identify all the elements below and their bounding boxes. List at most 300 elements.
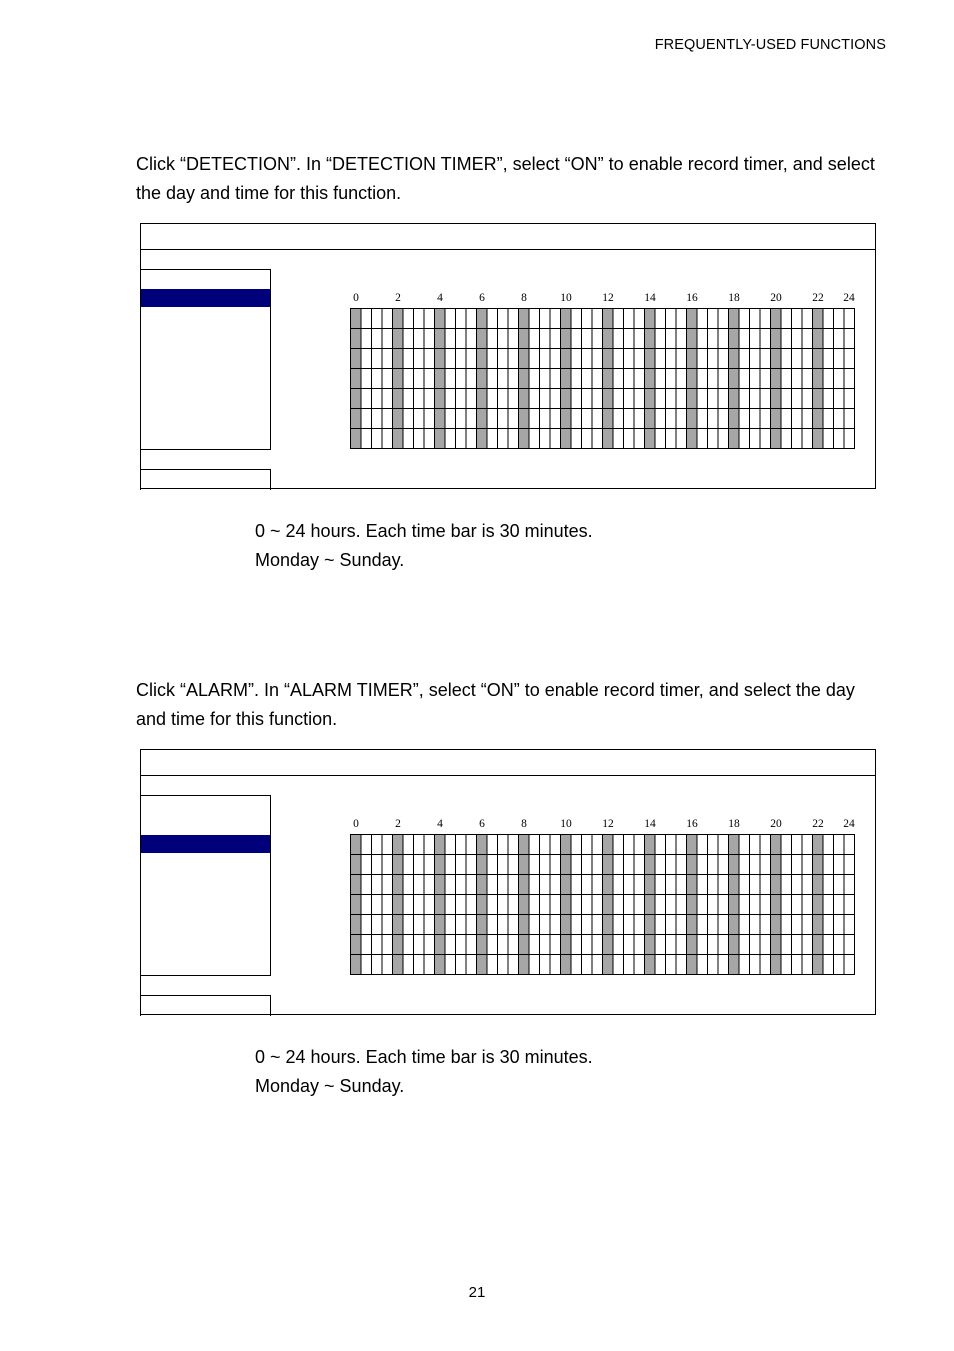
time-slot[interactable] [708,855,719,875]
time-slot[interactable] [487,955,498,975]
time-slot[interactable] [634,855,645,875]
time-slot[interactable] [592,895,603,915]
time-slot[interactable] [676,309,687,329]
time-slot[interactable] [561,389,572,409]
time-slot[interactable] [550,955,561,975]
time-slot[interactable] [351,875,362,895]
time-slot[interactable] [582,835,593,855]
time-slot[interactable] [540,329,551,349]
time-slot[interactable] [792,349,803,369]
time-slot[interactable] [529,389,540,409]
time-slot[interactable] [445,389,456,409]
time-slot[interactable] [739,409,750,429]
time-slot[interactable] [771,875,782,895]
time-slot[interactable] [781,389,792,409]
time-slot[interactable] [414,309,425,329]
time-slot[interactable] [760,895,771,915]
time-slot[interactable] [445,835,456,855]
time-slot[interactable] [729,369,740,389]
time-slot[interactable] [634,835,645,855]
time-slot[interactable] [456,409,467,429]
time-slot[interactable] [351,309,362,329]
time-slot[interactable] [466,875,477,895]
time-slot[interactable] [645,855,656,875]
time-slot[interactable] [456,389,467,409]
time-slot[interactable] [477,935,488,955]
time-slot[interactable] [613,935,624,955]
time-slot[interactable] [760,309,771,329]
time-slot[interactable] [624,309,635,329]
time-slot[interactable] [508,309,519,329]
time-slot[interactable] [697,875,708,895]
time-slot[interactable] [487,369,498,389]
time-slot[interactable] [487,429,498,449]
time-slot[interactable] [771,935,782,955]
time-slot[interactable] [361,955,372,975]
time-slot[interactable] [372,309,383,329]
time-slot[interactable] [361,369,372,389]
time-slot[interactable] [550,915,561,935]
time-slot[interactable] [445,855,456,875]
time-slot[interactable] [750,935,761,955]
time-slot[interactable] [372,895,383,915]
time-slot[interactable] [697,409,708,429]
time-slot[interactable] [424,329,435,349]
time-slot[interactable] [477,389,488,409]
time-slot[interactable] [729,935,740,955]
time-slot[interactable] [550,429,561,449]
time-slot[interactable] [708,429,719,449]
time-slot[interactable] [435,429,446,449]
time-slot[interactable] [445,915,456,935]
time-slot[interactable] [466,915,477,935]
time-slot[interactable] [519,389,530,409]
time-slot[interactable] [435,875,446,895]
time-slot[interactable] [382,429,393,449]
time-slot[interactable] [487,895,498,915]
time-slot[interactable] [760,955,771,975]
time-slot[interactable] [508,875,519,895]
time-slot[interactable] [823,429,834,449]
time-slot[interactable] [634,349,645,369]
time-slot[interactable] [760,855,771,875]
time-slot[interactable] [424,955,435,975]
time-slot[interactable] [655,935,666,955]
time-slot[interactable] [540,835,551,855]
time-slot[interactable] [844,329,855,349]
time-slot[interactable] [676,955,687,975]
time-slot[interactable] [466,329,477,349]
time-slot[interactable] [477,835,488,855]
time-slot[interactable] [540,915,551,935]
time-slot[interactable] [603,895,614,915]
time-slot[interactable] [361,389,372,409]
time-slot[interactable] [792,915,803,935]
time-slot[interactable] [676,349,687,369]
time-slot[interactable] [813,955,824,975]
time-slot[interactable] [393,429,404,449]
time-slot[interactable] [771,349,782,369]
time-slot[interactable] [372,349,383,369]
time-slot[interactable] [603,409,614,429]
time-slot[interactable] [424,915,435,935]
time-slot[interactable] [834,369,845,389]
time-slot[interactable] [676,855,687,875]
time-slot[interactable] [844,409,855,429]
time-slot[interactable] [613,409,624,429]
time-slot[interactable] [729,955,740,975]
time-slot[interactable] [456,309,467,329]
time-slot[interactable] [834,895,845,915]
time-slot[interactable] [813,389,824,409]
time-slot[interactable] [739,895,750,915]
time-slot[interactable] [445,329,456,349]
time-slot[interactable] [750,955,761,975]
time-slot[interactable] [718,915,729,935]
time-slot[interactable] [687,329,698,349]
time-slot[interactable] [655,915,666,935]
time-slot[interactable] [802,429,813,449]
time-slot[interactable] [603,835,614,855]
time-slot[interactable] [477,349,488,369]
time-slot[interactable] [645,895,656,915]
time-slot[interactable] [424,835,435,855]
time-slot[interactable] [750,915,761,935]
time-slot[interactable] [603,329,614,349]
time-slot[interactable] [823,835,834,855]
time-slot[interactable] [687,955,698,975]
time-slot[interactable] [487,855,498,875]
time-slot[interactable] [361,875,372,895]
time-slot[interactable] [508,429,519,449]
time-slot[interactable] [750,389,761,409]
time-slot[interactable] [529,915,540,935]
time-slot[interactable] [750,349,761,369]
time-slot[interactable] [487,389,498,409]
time-slot[interactable] [655,955,666,975]
time-slot[interactable] [645,875,656,895]
time-slot[interactable] [718,369,729,389]
time-slot[interactable] [477,309,488,329]
time-slot[interactable] [760,915,771,935]
time-slot[interactable] [687,349,698,369]
time-slot[interactable] [645,329,656,349]
time-slot[interactable] [739,935,750,955]
time-slot[interactable] [550,309,561,329]
time-slot[interactable] [823,349,834,369]
time-slot[interactable] [424,429,435,449]
time-slot[interactable] [571,935,582,955]
time-slot[interactable] [582,915,593,935]
time-slot[interactable] [393,895,404,915]
time-slot[interactable] [676,875,687,895]
time-slot[interactable] [802,915,813,935]
time-slot[interactable] [834,935,845,955]
time-slot[interactable] [414,835,425,855]
time-slot[interactable] [823,329,834,349]
time-slot[interactable] [760,369,771,389]
time-slot[interactable] [645,389,656,409]
time-slot[interactable] [498,369,509,389]
time-slot[interactable] [813,429,824,449]
time-slot[interactable] [666,329,677,349]
time-slot[interactable] [382,409,393,429]
time-slot[interactable] [456,369,467,389]
time-slot[interactable] [687,309,698,329]
time-slot[interactable] [666,309,677,329]
time-slot[interactable] [498,835,509,855]
time-slot[interactable] [529,329,540,349]
time-slot[interactable] [697,349,708,369]
timer-grid[interactable] [350,308,858,450]
time-slot[interactable] [414,855,425,875]
time-slot[interactable] [708,935,719,955]
time-slot[interactable] [529,935,540,955]
time-slot[interactable] [781,935,792,955]
time-slot[interactable] [487,875,498,895]
time-slot[interactable] [477,955,488,975]
time-slot[interactable] [676,409,687,429]
time-slot[interactable] [351,369,362,389]
time-slot[interactable] [582,309,593,329]
time-slot[interactable] [613,429,624,449]
time-slot[interactable] [792,329,803,349]
time-slot[interactable] [739,875,750,895]
time-slot[interactable] [529,895,540,915]
time-slot[interactable] [739,329,750,349]
time-slot[interactable] [781,329,792,349]
time-slot[interactable] [508,369,519,389]
time-slot[interactable] [435,369,446,389]
time-slot[interactable] [603,309,614,329]
time-slot[interactable] [813,329,824,349]
time-slot[interactable] [508,389,519,409]
time-slot[interactable] [844,349,855,369]
time-slot[interactable] [435,329,446,349]
time-slot[interactable] [624,895,635,915]
time-slot[interactable] [645,369,656,389]
time-slot[interactable] [708,835,719,855]
time-slot[interactable] [393,955,404,975]
time-slot[interactable] [456,935,467,955]
time-slot[interactable] [823,915,834,935]
time-slot[interactable] [424,349,435,369]
time-slot[interactable] [393,915,404,935]
time-slot[interactable] [487,915,498,935]
time-slot[interactable] [435,389,446,409]
time-slot[interactable] [666,935,677,955]
time-slot[interactable] [802,389,813,409]
time-slot[interactable] [592,309,603,329]
time-slot[interactable] [414,409,425,429]
time-slot[interactable] [561,935,572,955]
time-slot[interactable] [382,915,393,935]
time-slot[interactable] [561,875,572,895]
time-slot[interactable] [393,935,404,955]
time-slot[interactable] [351,895,362,915]
time-slot[interactable] [802,855,813,875]
time-slot[interactable] [792,875,803,895]
time-slot[interactable] [498,915,509,935]
time-slot[interactable] [792,935,803,955]
time-slot[interactable] [834,835,845,855]
time-slot[interactable] [414,429,425,449]
time-slot[interactable] [529,309,540,329]
time-slot[interactable] [498,875,509,895]
time-slot[interactable] [351,835,362,855]
time-slot[interactable] [361,309,372,329]
time-slot[interactable] [771,895,782,915]
time-slot[interactable] [634,409,645,429]
time-slot[interactable] [634,895,645,915]
time-slot[interactable] [477,875,488,895]
time-slot[interactable] [445,955,456,975]
day-list[interactable] [140,795,271,976]
time-slot[interactable] [708,895,719,915]
time-slot[interactable] [487,329,498,349]
time-slot[interactable] [655,895,666,915]
time-slot[interactable] [372,855,383,875]
time-slot[interactable] [655,389,666,409]
time-slot[interactable] [487,409,498,429]
time-slot[interactable] [445,309,456,329]
time-slot[interactable] [361,935,372,955]
time-slot[interactable] [592,915,603,935]
time-slot[interactable] [802,349,813,369]
time-slot[interactable] [666,409,677,429]
time-slot[interactable] [697,835,708,855]
time-slot[interactable] [802,309,813,329]
time-slot[interactable] [844,935,855,955]
time-slot[interactable] [813,855,824,875]
time-slot[interactable] [729,895,740,915]
time-slot[interactable] [676,389,687,409]
time-slot[interactable] [424,409,435,429]
time-slot[interactable] [571,369,582,389]
time-slot[interactable] [508,915,519,935]
time-slot[interactable] [645,429,656,449]
time-slot[interactable] [729,915,740,935]
time-slot[interactable] [582,409,593,429]
time-slot[interactable] [645,349,656,369]
time-slot[interactable] [813,349,824,369]
time-slot[interactable] [393,329,404,349]
time-slot[interactable] [603,915,614,935]
time-slot[interactable] [424,855,435,875]
time-slot[interactable] [823,389,834,409]
time-slot[interactable] [708,309,719,329]
time-slot[interactable] [813,895,824,915]
time-slot[interactable] [613,835,624,855]
time-slot[interactable] [561,309,572,329]
time-slot[interactable] [687,855,698,875]
time-slot[interactable] [361,855,372,875]
time-slot[interactable] [466,935,477,955]
time-slot[interactable] [645,935,656,955]
time-slot[interactable] [645,409,656,429]
time-slot[interactable] [781,429,792,449]
time-slot[interactable] [508,329,519,349]
time-slot[interactable] [508,855,519,875]
time-slot[interactable] [393,369,404,389]
time-slot[interactable] [834,409,845,429]
time-slot[interactable] [414,369,425,389]
time-slot[interactable] [834,875,845,895]
time-slot[interactable] [582,329,593,349]
time-slot[interactable] [613,389,624,409]
time-slot[interactable] [372,329,383,349]
time-slot[interactable] [697,915,708,935]
time-slot[interactable] [582,389,593,409]
time-slot[interactable] [550,349,561,369]
time-slot[interactable] [613,329,624,349]
time-slot[interactable] [540,875,551,895]
time-slot[interactable] [519,875,530,895]
time-slot[interactable] [802,955,813,975]
time-slot[interactable] [424,389,435,409]
time-slot[interactable] [435,955,446,975]
time-slot[interactable] [655,429,666,449]
time-slot[interactable] [708,915,719,935]
time-slot[interactable] [634,369,645,389]
time-slot[interactable] [582,955,593,975]
time-slot[interactable] [561,409,572,429]
time-slot[interactable] [823,895,834,915]
time-slot[interactable] [666,835,677,855]
time-slot[interactable] [414,915,425,935]
time-slot[interactable] [666,915,677,935]
time-slot[interactable] [687,895,698,915]
time-slot[interactable] [655,369,666,389]
time-slot[interactable] [571,429,582,449]
time-slot[interactable] [697,855,708,875]
time-slot[interactable] [529,835,540,855]
time-slot[interactable] [456,329,467,349]
time-slot[interactable] [687,409,698,429]
time-slot[interactable] [739,429,750,449]
time-slot[interactable] [445,349,456,369]
time-slot[interactable] [697,955,708,975]
time-slot[interactable] [729,409,740,429]
time-slot[interactable] [624,855,635,875]
time-slot[interactable] [424,369,435,389]
time-slot[interactable] [424,875,435,895]
time-slot[interactable] [823,855,834,875]
time-slot[interactable] [508,955,519,975]
time-slot[interactable] [771,389,782,409]
time-slot[interactable] [414,875,425,895]
time-slot[interactable] [718,429,729,449]
time-slot[interactable] [634,935,645,955]
time-slot[interactable] [403,915,414,935]
time-slot[interactable] [750,329,761,349]
time-slot[interactable] [466,349,477,369]
time-slot[interactable] [834,349,845,369]
time-slot[interactable] [624,875,635,895]
time-slot[interactable] [603,389,614,409]
time-slot[interactable] [498,329,509,349]
time-slot[interactable] [666,349,677,369]
time-slot[interactable] [435,309,446,329]
time-slot[interactable] [834,915,845,935]
time-slot[interactable] [529,955,540,975]
time-slot[interactable] [382,389,393,409]
time-slot[interactable] [613,915,624,935]
time-slot[interactable] [750,875,761,895]
time-slot[interactable] [519,895,530,915]
time-slot[interactable] [781,875,792,895]
time-slot[interactable] [424,935,435,955]
